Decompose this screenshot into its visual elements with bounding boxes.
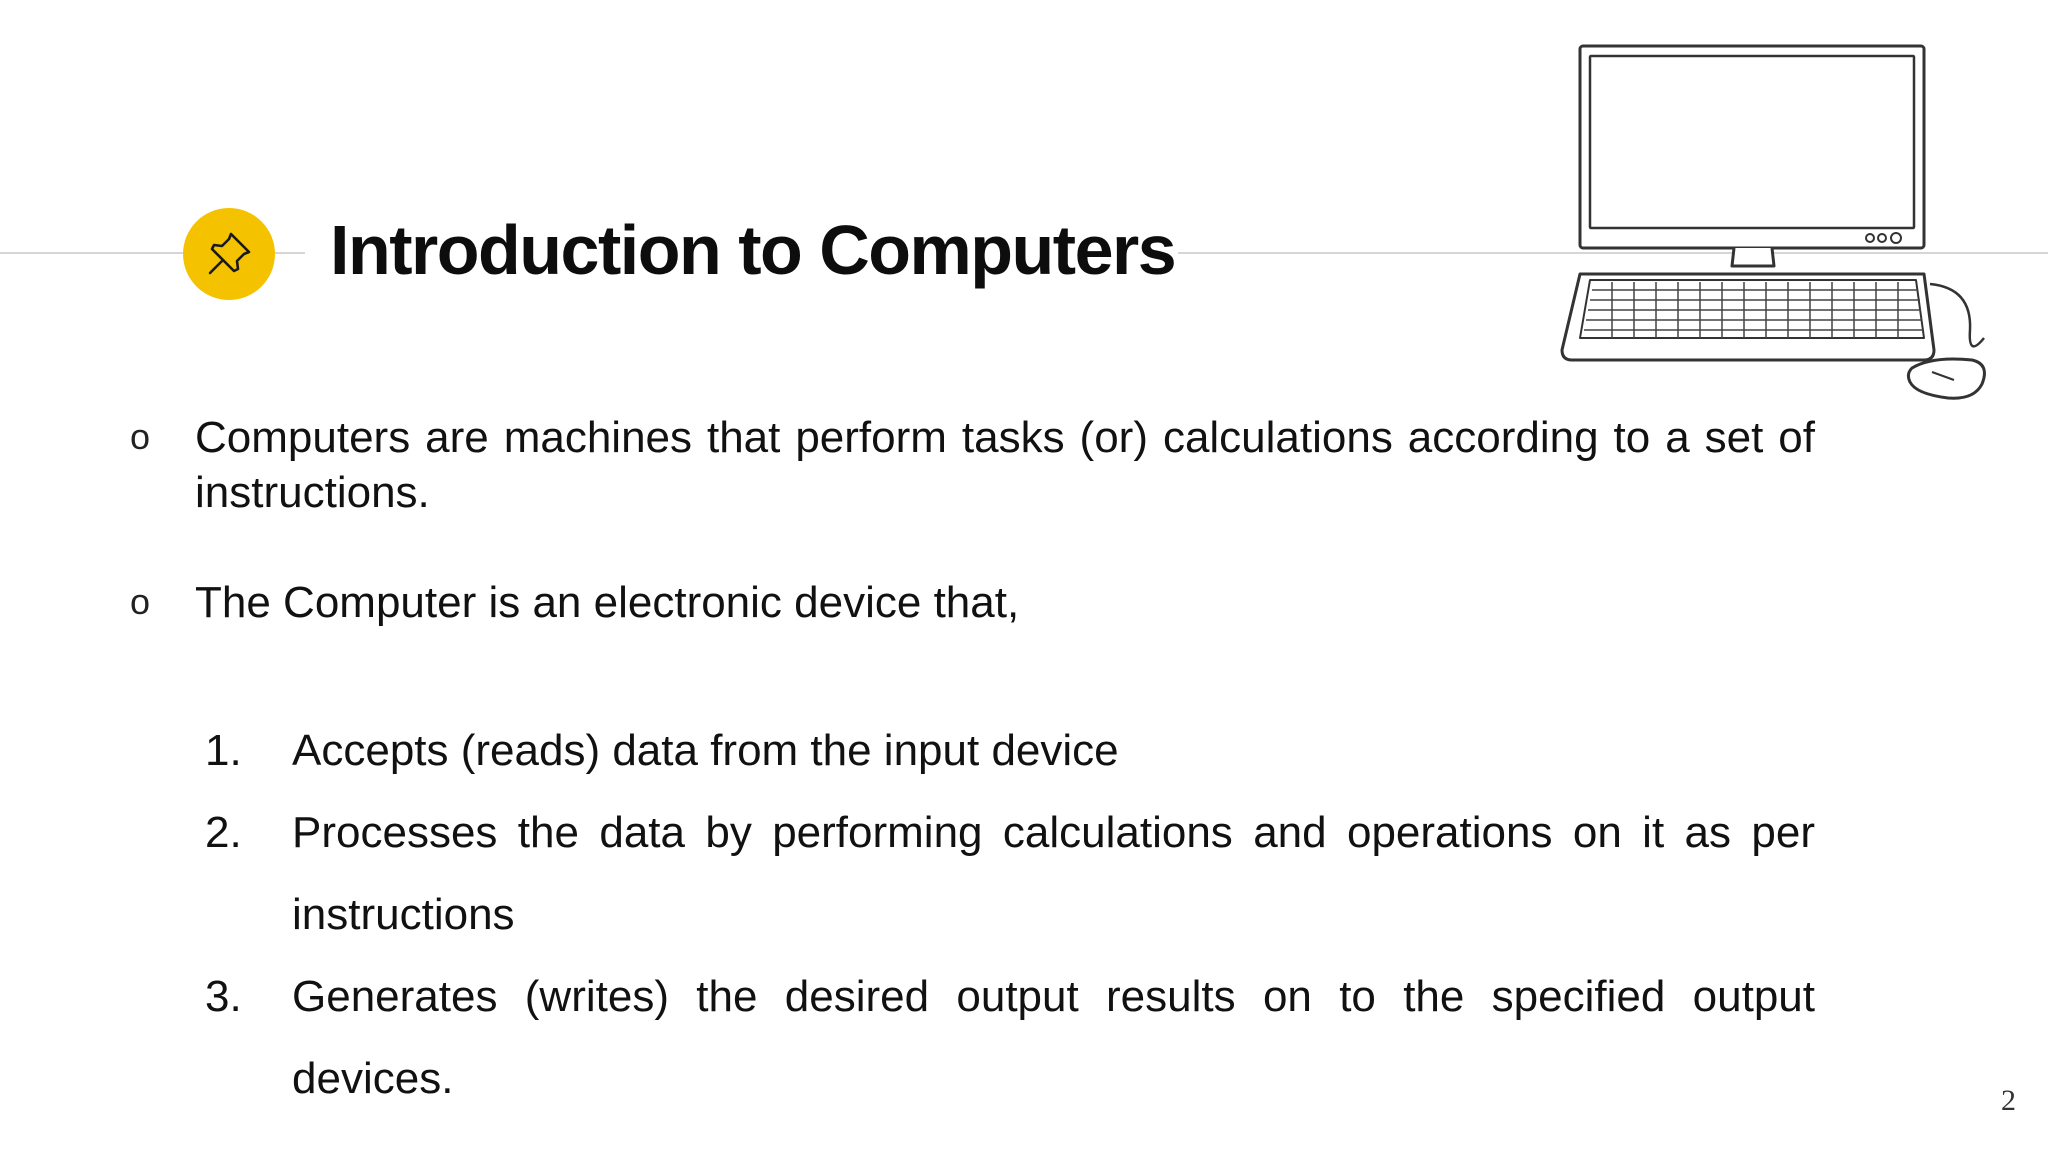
pushpin-icon [201,226,257,282]
list-number: 3. [205,972,242,1021]
bullet-marker: o [130,581,151,622]
list-item-text: Generates (writes) the desired output results on to the specified output devices. [292,972,1815,1103]
list-number: 1. [205,726,242,775]
bullet-text: Computers are machines that perform tasks (or) calculations according to a set of instructions. [195,413,1815,517]
page-number: 2 [2001,1084,2016,1117]
slide-title: Introduction to Computers [330,211,1176,289]
list-item-text: Processes the data by performing calculations and operations on it as per instructions [292,808,1815,939]
list-item [205,792,1815,956]
bullet-text: The Computer is an electronic device that, [195,578,1020,627]
bullet-item-definition [130,410,1815,530]
bullet-marker: o [130,416,151,457]
bullet-item-electronic-device [130,575,1815,635]
pushpin-badge [183,208,275,300]
desktop-computer-icon [1552,38,1998,408]
list-number: 2. [205,808,242,857]
numbered-list [205,710,1815,1120]
list-item [205,710,1815,792]
list-item-text: Accepts (reads) data from the input device [292,726,1119,775]
list-item [205,956,1815,1120]
